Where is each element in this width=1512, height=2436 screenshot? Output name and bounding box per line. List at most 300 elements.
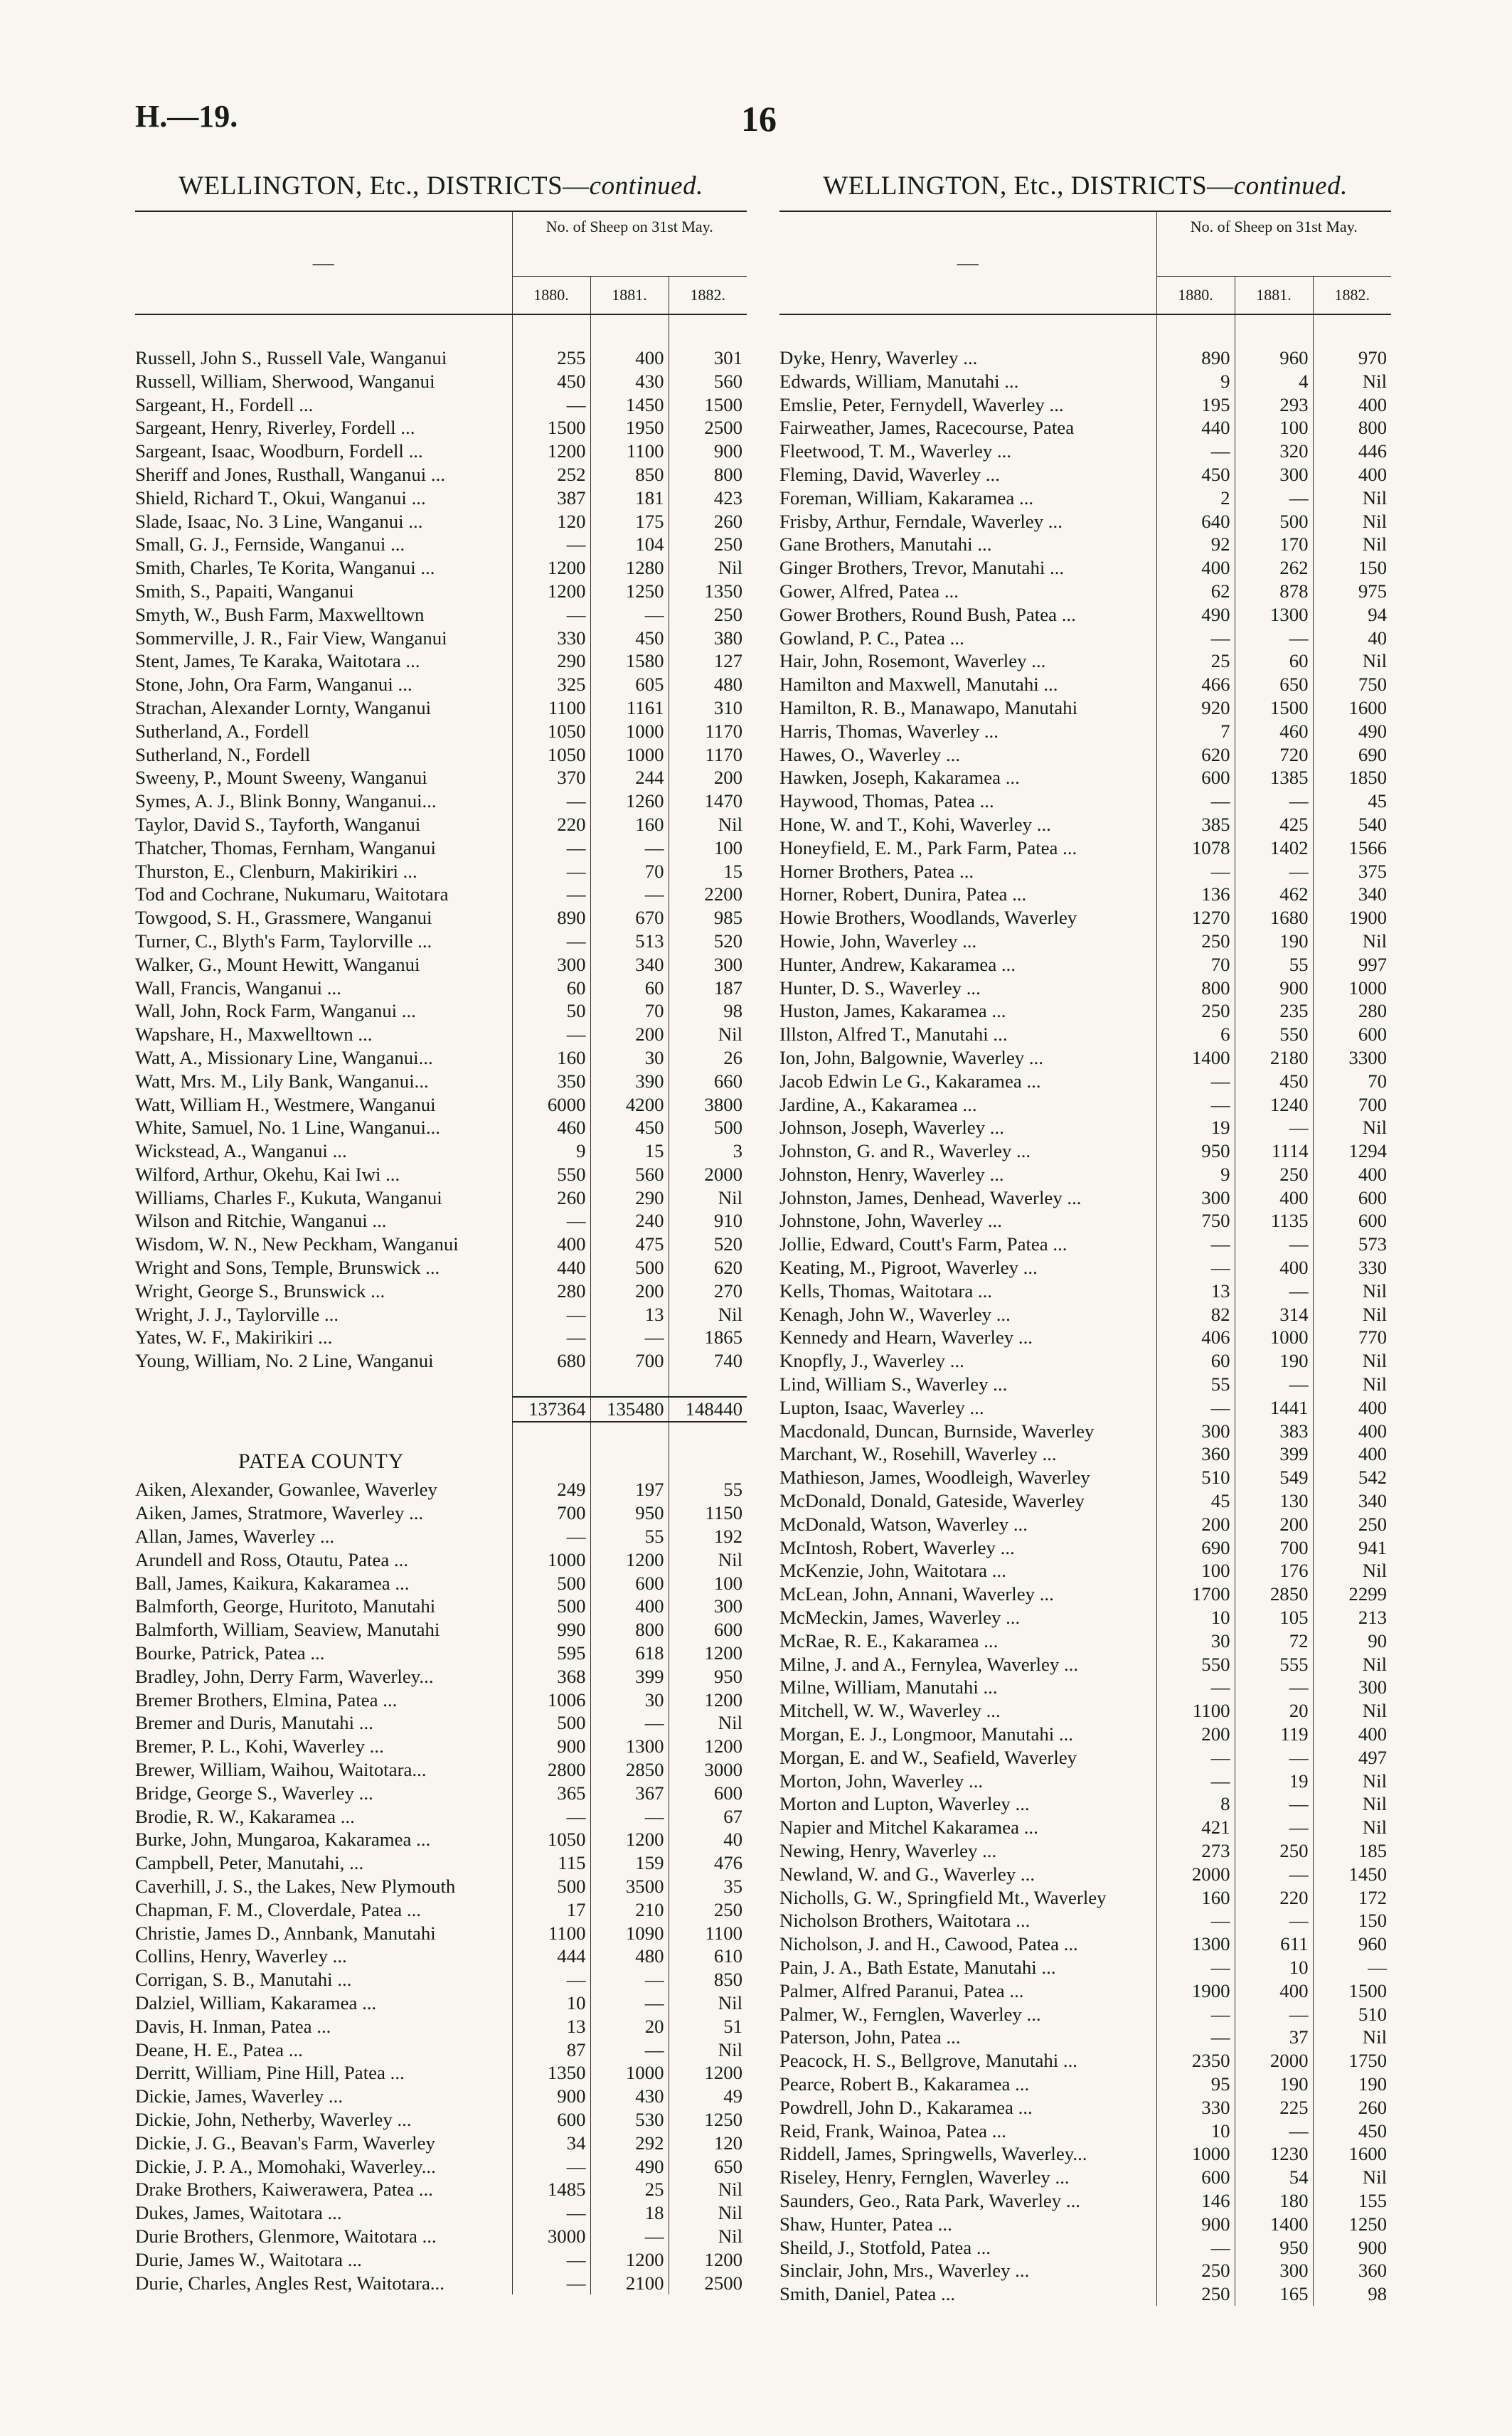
sheep-1882-cell: 900 — [1313, 2236, 1391, 2260]
owner-name-cell: Ball, James, Kaikura, Kakaramea ... — [135, 1572, 410, 1594]
sheep-1880-cell: — — [1156, 1396, 1235, 1420]
table-row — [135, 1116, 747, 1139]
table-row — [135, 1163, 747, 1186]
sheep-1882-cell: 975 — [1313, 580, 1391, 603]
sheep-1882-cell: 55 — [669, 1478, 747, 1501]
sheep-1882-cell: Nil — [1313, 1303, 1391, 1326]
table-row — [779, 2026, 1391, 2049]
sheep-1880-cell: 800 — [1156, 977, 1235, 1000]
sheep-1882-cell: 200 — [669, 766, 747, 789]
sheep-1881-cell: 55 — [590, 1525, 669, 1548]
sheep-1880-cell: 890 — [512, 906, 590, 930]
sheep-1882-cell: 1294 — [1313, 1139, 1391, 1163]
sheep-1881-cell: — — [1235, 627, 1313, 650]
sheep-1880-cell: — — [512, 1023, 590, 1046]
table-row — [779, 1863, 1391, 1886]
sheep-1881-cell: 367 — [590, 1782, 669, 1805]
sheep-1882-cell: 1865 — [669, 1326, 747, 1349]
sheep-1880-cell: 250 — [1156, 2259, 1235, 2282]
spacer-row — [135, 1422, 747, 1446]
owner-name-cell: Saunders, Geo., Rata Park, Waverley ... — [779, 2189, 1081, 2211]
sheep-1881-cell: 555 — [1235, 1653, 1313, 1676]
table-row — [779, 1653, 1391, 1676]
owner-name-cell: Sargeant, Henry, Riverley, Fordell ... — [135, 417, 415, 439]
sheep-1882-cell: 300 — [1313, 1676, 1391, 1699]
sheep-1882-cell: 910 — [669, 1209, 747, 1233]
owner-name-cell: Morton, John, Waverley ... — [779, 1770, 984, 1792]
table-row — [135, 393, 747, 417]
table-row — [779, 1792, 1391, 1816]
sheep-1882-cell: 800 — [1313, 416, 1391, 440]
owner-name-cell: Hair, John, Rosemont, Waverley ... — [779, 650, 1046, 672]
sheep-1880-cell: — — [1156, 1093, 1235, 1117]
owner-name-cell: Hunter, D. S., Waverley ... — [779, 977, 981, 999]
sheep-1880-cell: 9 — [1156, 370, 1235, 393]
owner-name-cell: Brodie, R. W., Kakaramea ... — [135, 1805, 355, 1827]
sheep-1881-cell: 1400 — [1235, 2213, 1313, 2236]
table-row — [779, 2049, 1391, 2073]
sheep-1882-cell: 310 — [669, 696, 747, 720]
sheep-1881-cell: — — [1235, 1746, 1313, 1770]
table-row — [135, 2248, 747, 2272]
owner-name-cell: Wisdom, W. N., New Peckham, Wanganui — [135, 1233, 459, 1255]
table-row — [779, 1839, 1391, 1863]
table-row — [779, 1956, 1391, 1979]
table-row — [779, 2096, 1391, 2119]
table-row — [135, 2038, 747, 2062]
owner-name-cell: Derritt, William, Pine Hill, Patea ... — [135, 2062, 405, 2084]
sheep-1882-cell: 340 — [1313, 883, 1391, 906]
sheep-1880-cell: — — [1156, 1070, 1235, 1093]
sheep-1882-cell: 520 — [669, 930, 747, 953]
sheep-1880-cell: 500 — [512, 1711, 590, 1735]
table-row — [779, 1466, 1391, 1489]
sheep-1882-cell: Nil — [1313, 1770, 1391, 1793]
sheep-1880-cell: 300 — [1156, 1186, 1235, 1210]
sheep-1880-cell: 146 — [1156, 2189, 1235, 2213]
sheep-1881-cell: 1230 — [1235, 2142, 1313, 2166]
table-row — [135, 1256, 747, 1280]
table-row — [135, 510, 747, 533]
table-row — [135, 977, 747, 1000]
sheep-1882-cell: 400 — [1313, 1163, 1391, 1186]
table-row — [779, 766, 1391, 789]
sheep-1882-cell: 1000 — [1313, 977, 1391, 1000]
owner-name-cell: Young, William, No. 2 Line, Wanganui — [135, 1350, 434, 1372]
sheep-1882-cell: 1850 — [1313, 766, 1391, 789]
owner-name-cell: Wickstead, A., Wanganui ... — [135, 1140, 347, 1162]
table-row — [135, 1233, 747, 1256]
sheep-1882-cell: 26 — [669, 1046, 747, 1070]
table-row — [135, 1875, 747, 1898]
sheep-1880-cell: 45 — [1156, 1489, 1235, 1513]
sheep-1882-cell: Nil — [669, 556, 747, 580]
owner-name-cell: Turner, C., Blyth's Farm, Taylorville ... — [135, 930, 432, 952]
table-row — [135, 930, 747, 953]
sheep-1882-cell: 600 — [1313, 1023, 1391, 1046]
sheep-1882-cell: 280 — [1313, 999, 1391, 1023]
sheep-1881-cell: 480 — [590, 1945, 669, 1968]
section-heading: PATEA COUNTY — [238, 1450, 405, 1474]
sheep-1881-cell: 72 — [1235, 1629, 1313, 1653]
table-row — [779, 1770, 1391, 1793]
owner-name-cell: Harris, Thomas, Waverley ... — [779, 720, 999, 742]
sheep-1881-cell: 54 — [1235, 2166, 1313, 2189]
table-row — [135, 2085, 747, 2108]
sheep-1880-cell: 273 — [1156, 1839, 1235, 1863]
sheep-1881-cell: 130 — [1235, 1489, 1313, 1513]
sheep-1880-cell: 252 — [512, 463, 590, 486]
sheep-1881-cell: — — [590, 1711, 669, 1735]
owner-name-cell: Watt, Mrs. M., Lily Bank, Wanganui... — [135, 1070, 429, 1092]
table-row — [135, 1139, 747, 1163]
sheep-1881-cell: 1580 — [590, 649, 669, 673]
sheep-1882-cell: 40 — [669, 1828, 747, 1851]
sheep-1881-cell: 500 — [1235, 510, 1313, 533]
sheep-1881-cell: 425 — [1235, 813, 1313, 836]
sheep-1880-cell: 200 — [1156, 1723, 1235, 1746]
sheep-1882-cell: Nil — [1313, 510, 1391, 533]
sheep-1880-cell: 385 — [1156, 813, 1235, 836]
table-row — [779, 2282, 1391, 2306]
sheep-1881-cell: — — [590, 836, 669, 860]
owner-name-cell: Small, G. J., Fernside, Wanganui ... — [135, 533, 405, 555]
table-row — [779, 1093, 1391, 1117]
sheep-1881-cell: 37 — [1235, 2026, 1313, 2049]
sheep-1882-cell: 660 — [669, 1070, 747, 1093]
owner-name-cell: Drake Brothers, Kaiwerawera, Patea ... — [135, 2179, 433, 2201]
sheep-1882-cell: 1200 — [669, 1735, 747, 1758]
sheep-1881-cell: — — [590, 1805, 669, 1829]
sheep-1882-cell: Nil — [1313, 370, 1391, 393]
sheep-1882-cell: 127 — [669, 649, 747, 673]
table-row — [135, 463, 747, 486]
sheep-1882-cell: 213 — [1313, 1606, 1391, 1629]
sheep-1881-cell: 175 — [590, 510, 669, 533]
table-row — [779, 1139, 1391, 1163]
sheep-1881-cell: 60 — [1235, 649, 1313, 673]
table-row — [779, 1326, 1391, 1349]
table-row — [135, 696, 747, 720]
sheep-1880-cell: 1200 — [512, 580, 590, 603]
sheep-1880-cell: 1350 — [512, 2061, 590, 2085]
left-column-title: WELLINGTON, Etc., DISTRICTS—continued. — [135, 171, 747, 212]
table-row — [135, 2272, 747, 2295]
table-row — [779, 1349, 1391, 1373]
sheep-1880-cell: — — [512, 2201, 590, 2225]
owner-name-cell: Gower, Alfred, Patea ... — [779, 580, 959, 602]
sheep-1880-cell: — — [512, 603, 590, 627]
sheep-1882-cell: 187 — [669, 977, 747, 1000]
sheep-1882-cell: Nil — [669, 1711, 747, 1735]
owner-name-cell: Bourke, Patrick, Patea ... — [135, 1642, 325, 1664]
owner-name-cell: Thurston, E., Clenburn, Makirikiri ... — [135, 860, 417, 882]
left-year-1882: 1882. — [669, 277, 747, 315]
sheep-1880-cell: 900 — [1156, 2213, 1235, 2236]
sheep-1881-cell: 19 — [1235, 1770, 1313, 1793]
owner-name-cell: Mathieson, James, Woodleigh, Waverley — [779, 1467, 1090, 1489]
sheep-1880-cell: 55 — [1156, 1373, 1235, 1396]
owner-name-cell: Napier and Mitchel Kakaramea ... — [779, 1817, 1038, 1839]
sheep-1882-cell: Nil — [1313, 1280, 1391, 1303]
sheep-1882-cell: 997 — [1313, 953, 1391, 977]
owner-name-cell: Paterson, John, Patea ... — [779, 2026, 961, 2048]
sheep-1882-cell: 49 — [669, 2085, 747, 2108]
table-row — [779, 1723, 1391, 1746]
sheep-1881-cell: — — [1235, 1909, 1313, 1932]
right-column — [779, 171, 1391, 2306]
sheep-1880-cell: 25 — [1156, 649, 1235, 673]
sheep-1880-cell: 1050 — [512, 743, 590, 767]
sheep-1880-cell: 440 — [1156, 416, 1235, 440]
sheep-1882-cell: 172 — [1313, 1886, 1391, 1910]
table-row — [135, 1922, 747, 1945]
sheep-1881-cell: 399 — [1235, 1442, 1313, 1466]
owner-name-cell: Newing, Henry, Waverley ... — [779, 1840, 997, 1861]
sheep-1880-cell: — — [1156, 1770, 1235, 1793]
sheep-1881-cell: 1100 — [590, 440, 669, 463]
owner-name-cell: Stone, John, Ora Farm, Wanganui ... — [135, 674, 412, 696]
owner-name-cell: Wilford, Arthur, Okehu, Kai Iwi ... — [135, 1163, 400, 1185]
owner-name-cell: Brewer, William, Waihou, Waitotara... — [135, 1759, 427, 1781]
sheep-1881-cell: 190 — [1235, 2073, 1313, 2096]
owner-name-cell: Aiken, James, Stratmore, Waverley ... — [135, 1502, 424, 1524]
owner-name-cell: Honeyfield, E. M., Park Farm, Patea ... — [779, 836, 1077, 858]
table-row — [779, 1606, 1391, 1629]
sheep-1882-cell: 2200 — [669, 883, 747, 906]
sheep-1882-cell: 770 — [1313, 1326, 1391, 1349]
sheep-1881-cell: 400 — [590, 1595, 669, 1618]
owner-name-cell: Hone, W. and T., Kohi, Waverley ... — [779, 813, 1051, 835]
sheep-1880-cell: 7 — [1156, 720, 1235, 743]
sheep-1881-cell: 2100 — [590, 2272, 669, 2295]
sheep-1882-cell: 1450 — [1313, 1863, 1391, 1886]
table-row — [779, 1979, 1391, 2003]
owner-name-cell: Johnstone, John, Waverley ... — [779, 1210, 1002, 1232]
owner-name-cell: Christie, James D., Annbank, Manutahi — [135, 1922, 436, 1944]
sheep-1880-cell: 1200 — [512, 556, 590, 580]
sheep-1880-cell: — — [1156, 1233, 1235, 1256]
owner-name-cell: Hunter, Andrew, Kakaramea ... — [779, 953, 1016, 975]
table-row — [135, 440, 747, 463]
owner-name-cell: Mitchell, W. W., Waverley ... — [779, 1700, 1001, 1722]
right-year-1880: 1880. — [1156, 277, 1235, 315]
sheep-1882-cell: Nil — [1313, 1792, 1391, 1816]
sheep-1880-cell: 325 — [512, 673, 590, 696]
sheep-1881-cell: 1260 — [590, 789, 669, 813]
owner-name-cell: Gowland, P. C., Patea ... — [779, 627, 964, 649]
sheep-1882-cell: Nil — [669, 2178, 747, 2201]
sheep-1881-cell: 960 — [1235, 346, 1313, 370]
sheep-1880-cell: — — [1156, 440, 1235, 463]
sheep-1880-cell: 890 — [1156, 346, 1235, 370]
owner-name-cell: Knopfly, J., Waverley ... — [779, 1350, 964, 1372]
sheep-1881-cell: 720 — [1235, 743, 1313, 767]
sheep-1881-cell: — — [590, 1968, 669, 1991]
table-row — [779, 1909, 1391, 1932]
sheep-1882-cell: 1200 — [669, 1642, 747, 1665]
sheep-1880-cell: 8 — [1156, 1792, 1235, 1816]
sheep-1882-cell: Nil — [1313, 1349, 1391, 1373]
sheep-1880-cell: 1050 — [512, 720, 590, 743]
sheep-1882-cell: 300 — [669, 953, 747, 977]
sheep-1880-cell: 13 — [1156, 1280, 1235, 1303]
sheep-1880-cell: 421 — [1156, 1816, 1235, 1839]
sheep-1880-cell: 400 — [512, 1233, 590, 1256]
sheep-1881-cell: 60 — [590, 977, 669, 1000]
sheep-1881-cell: 293 — [1235, 393, 1313, 417]
owner-name-cell: Ginger Brothers, Trevor, Manutahi ... — [779, 557, 1065, 579]
table-row — [779, 1699, 1391, 1723]
table-row — [135, 2061, 747, 2085]
sheep-1881-cell: 1200 — [590, 2248, 669, 2272]
table-row — [779, 2236, 1391, 2260]
sheep-1880-cell: — — [512, 930, 590, 953]
sheep-1882-cell: 185 — [1313, 1839, 1391, 1863]
sheep-1880-cell: 370 — [512, 766, 590, 789]
sheep-1881-cell: — — [1235, 1676, 1313, 1699]
owner-name-cell: McMeckin, James, Waverley ... — [779, 1607, 1021, 1629]
table-row — [779, 556, 1391, 580]
table-row — [135, 1618, 747, 1642]
sheep-1880-cell: 450 — [512, 370, 590, 393]
table-row — [779, 2142, 1391, 2166]
sheep-1881-cell: 30 — [590, 1688, 669, 1712]
table-row — [779, 603, 1391, 627]
left-column — [135, 171, 747, 2294]
owner-name-cell: Pain, J. A., Bath Estate, Manutahi ... — [779, 1956, 1056, 1978]
owner-name-cell: Aiken, Alexander, Gowanlee, Waverley — [135, 1479, 437, 1501]
table-row — [779, 1303, 1391, 1326]
sheep-1881-cell: 1114 — [1235, 1139, 1313, 1163]
sheep-1882-cell: Nil — [1313, 649, 1391, 673]
sheep-1880-cell: 640 — [1156, 510, 1235, 533]
sheep-1881-cell: 70 — [590, 999, 669, 1023]
sheep-1882-cell: 500 — [669, 1116, 747, 1139]
sheep-1882-cell: 1200 — [669, 2248, 747, 2272]
owner-name-cell: Keating, M., Pigroot, Waverley ... — [779, 1257, 1038, 1279]
sheep-1882-cell: 740 — [669, 1349, 747, 1373]
sheep-1881-cell: 4 — [1235, 370, 1313, 393]
sheep-1881-cell: 20 — [590, 2015, 669, 2038]
owner-name-cell: Horner, Robert, Dunira, Patea ... — [779, 883, 1027, 905]
sheep-1882-cell: 400 — [1313, 1396, 1391, 1420]
owner-name-cell: Macdonald, Duncan, Burnside, Waverley — [779, 1420, 1095, 1442]
sheep-1882-cell: 250 — [669, 603, 747, 627]
sheep-1881-cell: 1000 — [590, 2061, 669, 2085]
sheep-1882-cell: 480 — [669, 673, 747, 696]
table-row — [779, 953, 1391, 977]
owner-name-cell: Corrigan, S. B., Manutahi ... — [135, 1969, 352, 1991]
owner-name-cell: McRae, R. E., Kakaramea ... — [779, 1629, 999, 1652]
sheep-1882-cell: Nil — [1313, 2166, 1391, 2189]
table-row — [779, 649, 1391, 673]
owner-name-cell: Sommerville, J. R., Fair View, Wanganui — [135, 627, 447, 649]
table-row — [135, 860, 747, 883]
sheep-1882-cell: 1200 — [669, 1688, 747, 1712]
sheep-1880-cell: 440 — [512, 1256, 590, 1280]
sheep-1880-cell: 950 — [1156, 1139, 1235, 1163]
sheep-1881-cell: 25 — [590, 2178, 669, 2201]
table-row — [779, 696, 1391, 720]
sheep-1881-cell: 200 — [590, 1280, 669, 1303]
sheep-1880-cell: 466 — [1156, 673, 1235, 696]
owner-name-cell: Dalziel, William, Kakaramea ... — [135, 1991, 377, 2014]
sheep-1882-cell: 450 — [1313, 2119, 1391, 2143]
sheep-1881-cell: 550 — [1235, 1023, 1313, 1046]
table-row — [779, 1280, 1391, 1303]
owner-name-cell: Campbell, Peter, Manutahi, ... — [135, 1852, 364, 1874]
sheep-1882-cell: 300 — [669, 1595, 747, 1618]
sheep-1882-cell: Nil — [1313, 1816, 1391, 1839]
table-row — [779, 743, 1391, 767]
sheep-1881-cell: 850 — [590, 463, 669, 486]
owner-name-cell: Russell, John S., Russell Vale, Wanganui — [135, 347, 447, 368]
sheep-1881-cell: 460 — [1235, 720, 1313, 743]
table-row — [779, 627, 1391, 650]
sheep-1882-cell: 1100 — [669, 1922, 747, 1945]
sheep-1880-cell: 444 — [512, 1945, 590, 1968]
owner-name-cell: Wapshare, H., Maxwelltown ... — [135, 1023, 373, 1046]
table-row — [135, 1595, 747, 1618]
sheep-1880-cell: 19 — [1156, 1116, 1235, 1139]
sheep-1881-cell: — — [590, 1326, 669, 1349]
owner-name-cell: Howie, John, Waverley ... — [779, 930, 977, 952]
sheep-1880-cell: 10 — [1156, 1606, 1235, 1629]
sheep-1881-cell: 700 — [1235, 1536, 1313, 1560]
sheep-1882-cell: 850 — [669, 1968, 747, 1991]
owner-name-cell: Bremer and Duris, Manutahi ... — [135, 1712, 373, 1734]
sheep-1881-cell: 240 — [590, 1209, 669, 1233]
sheep-1881-cell: 290 — [590, 1186, 669, 1210]
sheep-1882-cell: 250 — [669, 1898, 747, 1922]
sheep-1881-cell: 70 — [590, 860, 669, 883]
sheep-1880-cell: 406 — [1156, 1326, 1235, 1349]
table-row — [779, 813, 1391, 836]
sheep-1882-cell: 3300 — [1313, 1046, 1391, 1070]
sheep-1881-cell: 3500 — [590, 1875, 669, 1898]
right-sheep-table — [779, 212, 1391, 2306]
sheep-1882-cell: 190 — [1313, 2073, 1391, 2096]
sheep-1882-cell: 70 — [1313, 1070, 1391, 1093]
owner-name-cell: McLean, John, Annani, Waverley ... — [779, 1583, 1054, 1605]
sheep-1880-cell: 2 — [1156, 486, 1235, 510]
owner-name-cell: Ion, John, Balgownie, Waverley ... — [779, 1046, 1043, 1068]
table-row — [135, 883, 747, 906]
sheep-1880-cell: 160 — [1156, 1886, 1235, 1910]
owner-name-cell: Shaw, Hunter, Patea ... — [779, 2213, 952, 2235]
sheep-1880-cell: 62 — [1156, 580, 1235, 603]
table-row — [135, 1525, 747, 1548]
table-row — [779, 673, 1391, 696]
owner-name-cell: Reid, Frank, Wainoa, Patea ... — [779, 2119, 1006, 2142]
sheep-1880-cell: 700 — [512, 1501, 590, 1525]
sheep-1880-cell: — — [1156, 1256, 1235, 1280]
sheep-1881-cell: 513 — [590, 930, 669, 953]
table-row — [779, 1186, 1391, 1210]
sheep-1882-cell: Nil — [669, 2201, 747, 2225]
owner-name-cell: McDonald, Watson, Waverley ... — [779, 1513, 1028, 1535]
sheep-1882-cell: Nil — [1313, 533, 1391, 556]
owner-name-cell: Jollie, Edward, Coutt's Farm, Patea ... — [779, 1233, 1068, 1255]
owner-name-cell: Wall, John, Rock Farm, Wanganui ... — [135, 1000, 416, 1022]
table-row — [779, 1163, 1391, 1186]
sheep-1880-cell: 3000 — [512, 2225, 590, 2248]
sheep-1881-cell: — — [590, 1991, 669, 2015]
sheep-1880-cell: 500 — [512, 1875, 590, 1898]
owner-name-cell: Bremer Brothers, Elmina, Patea ... — [135, 1688, 398, 1711]
sheep-1881-cell: 950 — [1235, 2236, 1313, 2260]
